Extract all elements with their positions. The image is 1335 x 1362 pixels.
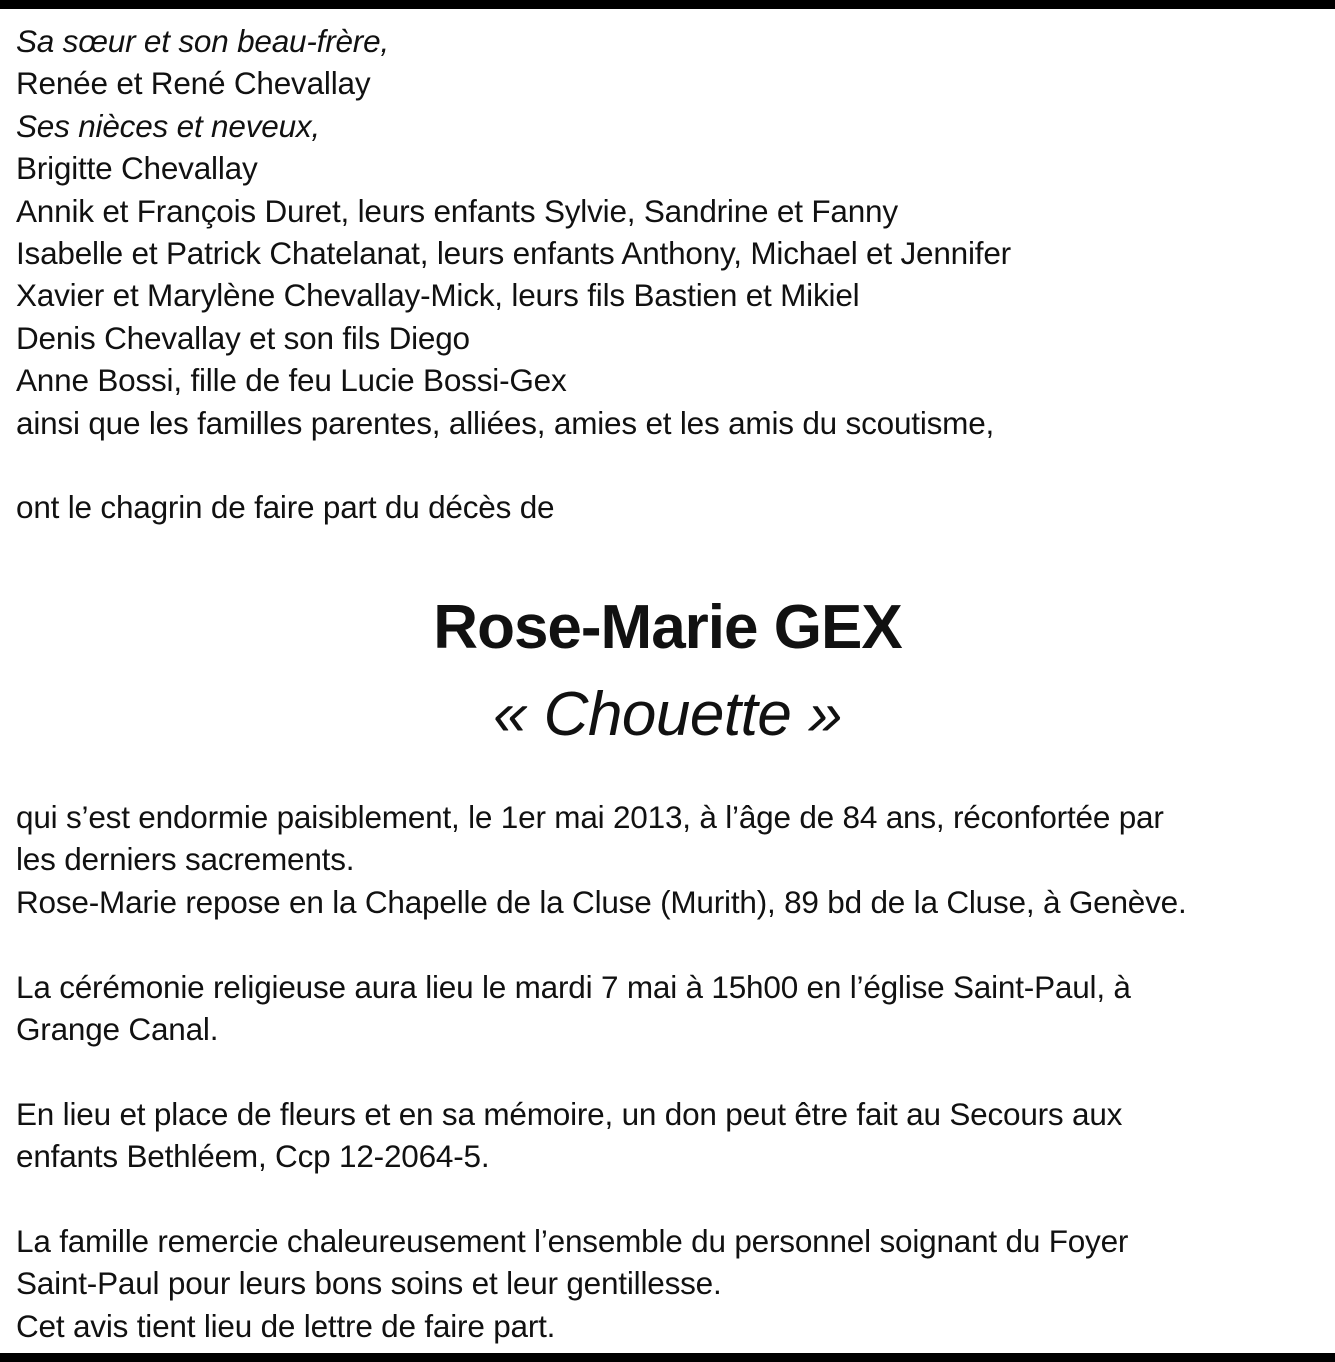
repose-text: Rose-Marie repose en la Chapelle de la Cluse (Murith), 89 bd de la Cluse, à Genève. xyxy=(16,883,1187,920)
extended-family-line: ainsi que les familles parentes, alliées, amies et les amis du scoutisme, xyxy=(16,404,995,441)
donation-text-line: enfants Bethléem, Ccp 12-2064-5. xyxy=(16,1138,490,1175)
niece-entry: Xavier et Marylène Chevallay-Mick, leurs fils Bastien et Mikiel xyxy=(16,277,860,314)
deceased-name: Rose-Marie GEX xyxy=(433,593,902,662)
ceremony-text-line: La cérémonie religieuse aura lieu le mardi 7 mai à 15h00 en l’église Saint-Paul, à xyxy=(16,968,1131,1005)
closing-text: Cet avis tient lieu de lettre de faire part. xyxy=(16,1307,556,1344)
notice-details xyxy=(16,796,1321,1347)
top-border-rule xyxy=(0,0,1335,9)
family-list xyxy=(16,20,1321,529)
niece-entry: Isabelle et Patrick Chatelanat, leurs enfants Anthony, Michael et Jennifer xyxy=(16,235,1011,272)
bottom-border-rule xyxy=(0,1353,1335,1362)
thanks-text-line: Saint-Paul pour leurs bons soins et leur gentillesse. xyxy=(16,1265,722,1302)
niece-entry: Annik et François Duret, leurs enfants Sylvie, Sandrine et Fanny xyxy=(16,192,898,229)
sister-names: Renée et René Chevallay xyxy=(16,65,371,102)
nieces-heading: Ses nièces et neveux, xyxy=(16,107,320,144)
donation-text-line: En lieu et place de fleurs et en sa mémoire, un don peut être fait au Secours aux xyxy=(16,1095,1123,1132)
deceased-nickname: « Chouette » xyxy=(492,680,843,749)
ceremony-text-line: Grange Canal. xyxy=(16,1011,219,1048)
niece-entry: Brigitte Chevallay xyxy=(16,150,258,187)
passing-text-line: qui s’est endormie paisiblement, le 1er mai 2013, à l’âge de 84 ans, réconfortée par xyxy=(16,799,1164,835)
sister-heading: Sa sœur et son beau-frère, xyxy=(16,23,389,59)
passing-text-line: les derniers sacrements. xyxy=(16,841,355,878)
niece-entry: Anne Bossi, fille de feu Lucie Bossi-Gex xyxy=(16,362,567,399)
niece-entry: Denis Chevallay et son fils Diego xyxy=(16,319,470,356)
announcement-text: ont le chagrin de faire part du décès de xyxy=(16,489,555,526)
thanks-text-line: La famille remercie chaleureusement l’ensemble du personnel soignant du Foyer xyxy=(16,1223,1129,1260)
